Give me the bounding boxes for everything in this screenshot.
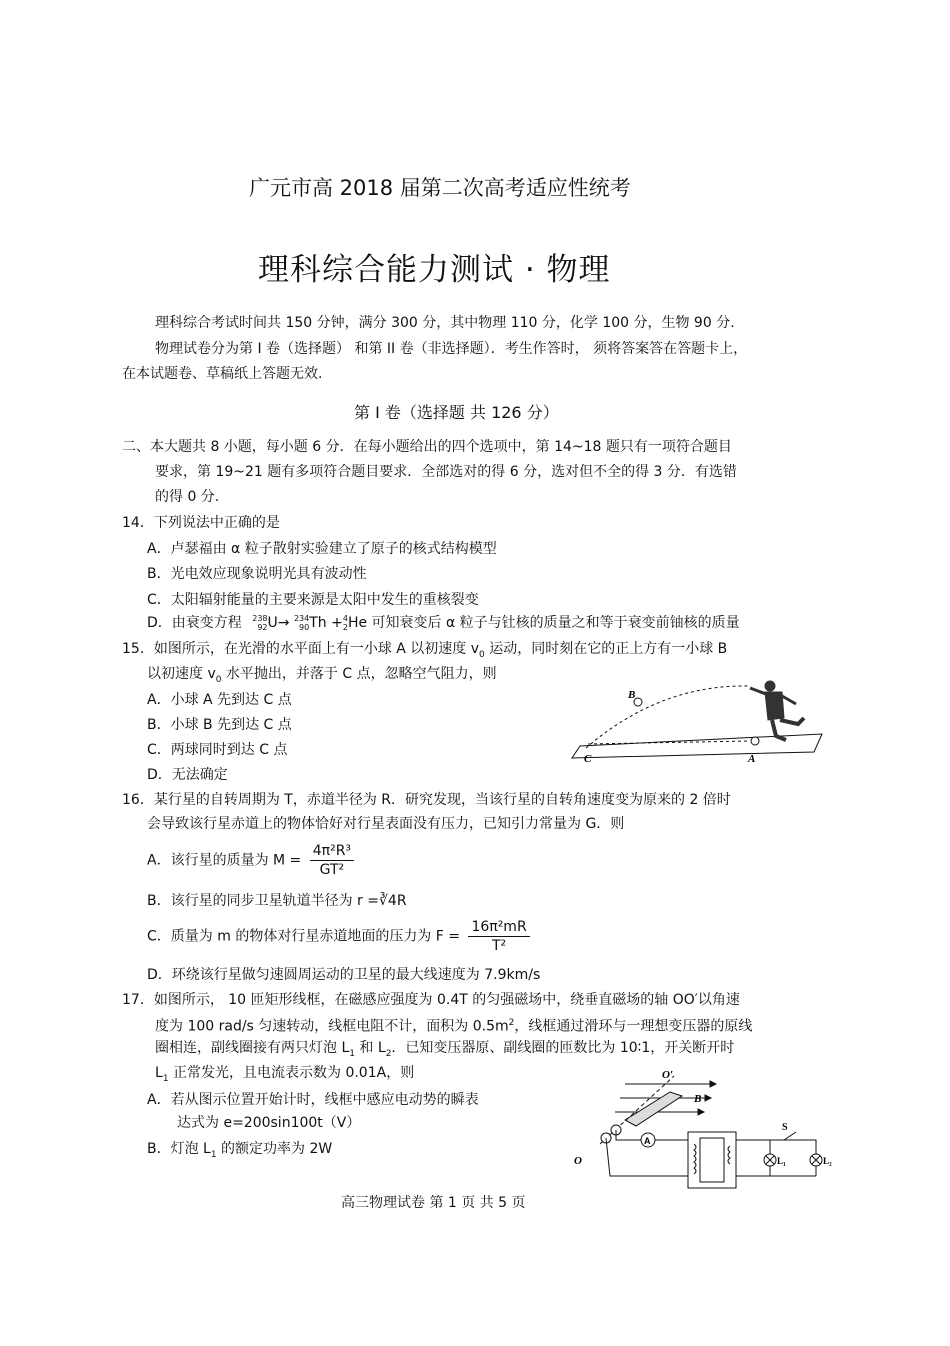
section-instruction-3: 的得 0 分. [155, 489, 220, 505]
q15-l2-a: 以初速度 v [147, 666, 216, 682]
q17-l3-sub1: 1 [349, 1048, 355, 1059]
q15-option-d: D．无法确定 [147, 767, 228, 783]
q17-option-a-line-1: A．若从图示位置开始计时，线框中感应电动势的瞬表 [147, 1092, 479, 1108]
label-o-prime: O′ [662, 1069, 674, 1081]
q16-c-fraction [468, 918, 529, 955]
section-instruction-2: 要求，第 19~21 题有多项符合题目要求．全部选对的得 6 分，选对但不全的得 3 分．有选错 [155, 464, 737, 480]
label-l1: L₁ [777, 1156, 786, 1166]
label-a: A [748, 753, 756, 765]
q14-option-d [147, 613, 740, 633]
q16-stem-line-1: 16．某行星的自转周期为 T，赤道半径为 R．研究发现，当该行星的自转角速度变为原来的 2 倍时 [122, 792, 731, 808]
nuclide-u: U→ [267, 615, 290, 631]
q15-l2-sub: 0 [215, 674, 222, 685]
q17-stem-line-3 [155, 1038, 734, 1064]
switch-s [784, 1132, 796, 1140]
q15-option-c: C．两球同时到达 C 点 [147, 742, 288, 758]
ball-a [751, 737, 759, 745]
subject-title: 理科综合能力测试 · 物理 [258, 252, 611, 288]
q16-b-value: ∛4R [379, 893, 407, 909]
q16-option-a [147, 842, 354, 879]
ammeter-label: A [644, 1136, 651, 1146]
q16-option-b [147, 891, 407, 911]
q17-l4-a: L [155, 1065, 163, 1081]
q16-option-c [147, 918, 530, 955]
q14-d-prefix: D．由衰变方程 [147, 615, 242, 631]
q16-a-numerator: 4π²R³ [310, 842, 354, 861]
q15-l1-b: 运动，同时刻在它的正上方有一小球 B [484, 641, 728, 657]
section-heading: 第 I 卷（选择题 共 126 分） [354, 403, 559, 422]
q16-a-fraction [310, 842, 354, 879]
section-instruction-1: 二、本大题共 8 小题，每小题 6 分．在每小题给出的四个选项中，第 14~18 题只有一项符合题目 [122, 439, 732, 455]
page-footer: 高三物理试卷 第 1 页 共 5 页 [341, 1195, 526, 1211]
q14-option-c: C．太阳辐射能量的主要来源是太阳中发生的重核裂变 [147, 592, 479, 608]
nuclide-u-numbers: 238 92 [252, 614, 268, 632]
q17-option-a-line-2: 达式为 e=200sin100t（V） [177, 1115, 361, 1131]
q17-l2-b: ，线框通过滑环与一理想变压器的原线 [514, 1018, 753, 1035]
q16-c-numerator: 16π²mR [468, 918, 529, 937]
q16-a-denominator: GT² [319, 862, 345, 878]
q15-option-a: A．小球 A 先到达 C 点 [147, 692, 292, 708]
q17-figure [570, 1068, 840, 1196]
intro-line-1: 理科综合考试时间共 150 分钟，满分 300 分，其中物理 110 分，化学 100 分，生物 90 分. [155, 315, 735, 331]
q17-l3-sub2: 2 [385, 1048, 392, 1059]
q17-b-a: B．灯泡 L [147, 1141, 211, 1157]
lamp-l1 [764, 1154, 776, 1166]
label-b-field: B [694, 1093, 702, 1105]
exam-title: 广元市高 2018 届第二次高考适应性统考 [249, 176, 631, 200]
q17-l3-b: ．已知变压器原、副线圈的匝数比为 10∶1，开关断开时 [391, 1040, 735, 1056]
q14-option-a: A．卢瑟福由 α 粒子散射实验建立了原子的核式结构模型 [147, 541, 497, 557]
q16-a-text: A．该行星的质量为 M = [147, 852, 302, 869]
q17-stem-line-1: 17．如图所示， 10 匝矩形线框，在磁感应强度为 0.4T 的匀强磁场中，绕垂直磁场的轴 OO′以角速 [122, 992, 740, 1008]
q14-stem: 14．下列说法中正确的是 [122, 515, 280, 531]
q17-l2-sup: 2 [508, 1018, 515, 1028]
q14-option-b: B．光电效应现象说明光具有波动性 [147, 566, 367, 582]
label-b: B [628, 689, 636, 701]
q15-l1-sub: 0 [479, 649, 485, 660]
q17-option-b [147, 1139, 332, 1165]
q16-option-d: D．环绕该行星做匀速圆周运动的卫星的最大线速度为 7.9km/s [147, 967, 541, 983]
q17-l4-sub: 1 [162, 1073, 169, 1084]
label-s: S [782, 1122, 788, 1133]
q17-b-b: 的额定功率为 2W [216, 1141, 333, 1157]
label-c: C [584, 753, 592, 765]
q16-c-text: C．质量为 m 的物体对行星赤道地面的压力为 F = [147, 928, 460, 945]
q15-l1-a: 15．如图所示，在光滑的水平面上有一小球 A 以初速度 v [122, 641, 480, 657]
q16-b-text: B．该行星的同步卫星轨道半径为 r = [147, 893, 379, 909]
label-l2: L₂ [823, 1156, 832, 1166]
q14-d-suffix: 可知衰变后 α 粒子与钍核的质量之和等于衰变前铀核的质量 [367, 615, 740, 631]
q17-l4-b: 正常发光，且电流表示数为 0.01A，则 [168, 1065, 415, 1081]
q15-option-b: B．小球 B 先到达 C 点 [147, 717, 292, 733]
intro-line-3: 在本试题卷、草稿纸上答题无效. [122, 366, 323, 382]
q15-l2-b: 水平抛出，并落于 C 点，忽略空气阻力，则 [221, 666, 497, 682]
q16-stem-line-2: 会导致该行星赤道上的物体恰好对行星表面没有压力，已知引力常量为 G．则 [147, 816, 625, 832]
q15-stem-line-2 [147, 664, 497, 690]
nuclide-th: Th + [309, 615, 343, 631]
nuclide-th-numbers: 234 90 [293, 614, 310, 632]
q15-figure [570, 678, 830, 768]
axis-oo [600, 1076, 674, 1144]
q17-stem-line-2 [155, 1013, 752, 1037]
nuclide-he-numbers: 4 2 [342, 614, 348, 632]
lamp-l2 [810, 1154, 822, 1166]
nuclide-he: He [347, 615, 368, 631]
q17-l2-a: 度为 100 rad/s 匀速转动，线框电阻不计，面积为 0.5m [155, 1018, 509, 1035]
q17-l3-a: 圈相连，副线圈接有两只灯泡 L [155, 1040, 350, 1056]
q17-b-sub: 1 [210, 1149, 217, 1160]
q15-stem-line-1 [122, 639, 727, 665]
q17-stem-line-4 [155, 1063, 414, 1089]
label-o: O [574, 1155, 582, 1167]
boy-figure [750, 681, 804, 740]
q16-c-denominator: T² [491, 938, 507, 954]
q17-l3-mid: 和 L [354, 1040, 386, 1056]
transformer-coils [694, 1144, 730, 1174]
intro-line-2: 物理试卷分为第 I 卷（选择题） 和第 II 卷（非选择题）．考生作答时， 须将答案答在答题卡上， [155, 341, 748, 357]
rectangular-coil [625, 1092, 682, 1126]
